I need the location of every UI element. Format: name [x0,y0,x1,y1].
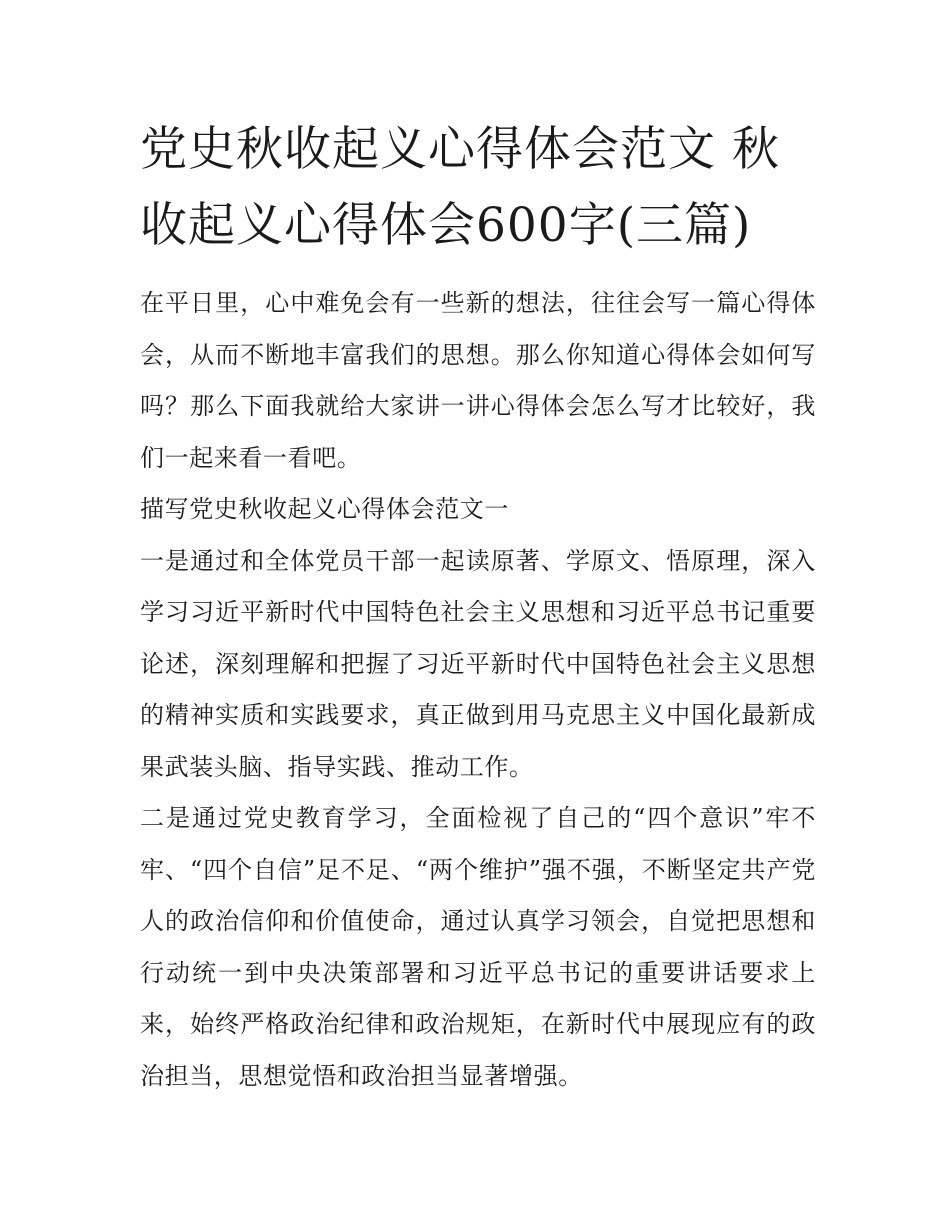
body-paragraph-2: 二是通过党史教育学习，全面检视了自己的“四个意识”牢不牢、“四个自信”足不足、“两个维护”强不强，不断坚定共产党人的政治信仰和价值使命，通过认真学习领会，自觉把思想和行动统一到中央决策部署和习近平总书记的重要讲话要求上来，始终严格政治纪律和政治规矩，在新时代中展现应有的政治担当，思想觉悟和政治担当显著增强。 [140,804,816,1090]
intro-paragraph: 在平日里，心中难免会有一些新的想法，往往会写一篇心得体会，从而不断地丰富我们的思想。那么你知道心得体会如何写吗？那么下面我就给大家讲一讲心得体会怎么写才比较好，我们一起来看一看吧。 [140,289,816,472]
document-title: 党史秋收起义心得体会范文 秋收起义心得体会600字(三篇) [140,122,780,253]
body-paragraph-1: 一是通过和全体党员干部一起读原著、学原文、悟原理，深入学习习近平新时代中国特色社会主义思想和习近平总书记重要论述，深刻理解和把握了习近平新时代中国特色社会主义思想的精神实质和实践要求，真正做到用马克思主义中国化最新成果武装头脑、指导实践、推动工作。 [140,546,816,781]
document-body [140,278,816,1102]
section-heading: 描写党史秋收起义心得体会范文一 [140,495,509,523]
